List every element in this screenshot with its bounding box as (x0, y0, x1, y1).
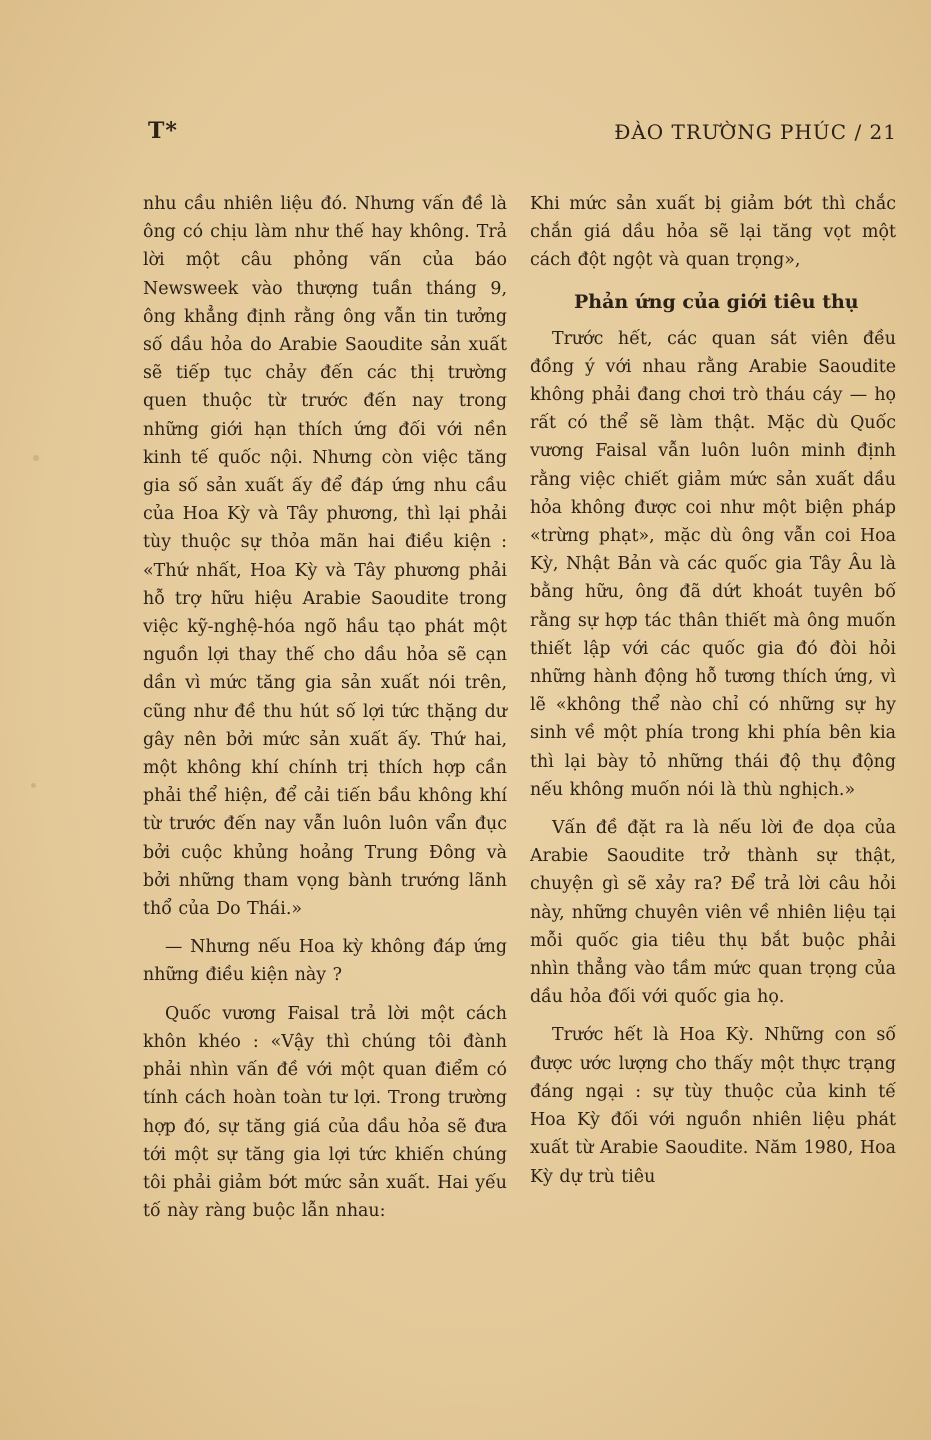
paper-spot (33, 455, 39, 461)
paper-spot (31, 783, 36, 788)
paragraph: nhu cầu nhiên liệu đó. Nhưng vấn đề là ông có chịu làm như thế hay không. Trả lời một câu phỏng vấn của báo Newsweek vào thượng tuần tháng 9, ông khẳng định rằng ông vẫn tin tưởng số dầu hỏa do Arabie Saoudite sản xuất sẽ tiếp tục chảy đến các thị trường quen thuộc từ trước đến nay trong những giới hạn thích ứng đối với nền kinh tế quốc nội. Nhưng còn việc tăng gia số sản xuất ấy để đáp ứng nhu cầu của Hoa Kỳ và Tây phương, thì lại phải tùy thuộc sự thỏa mãn hai điều kiện : «Thứ nhất, Hoa Kỳ và Tây phương phải hỗ trợ hữu hiệu Arabie Saoudite trong việc kỹ-nghệ-hóa ngõ hầu tạo phát một nguồn lợi thay thế cho dầu hỏa sẽ cạn dần vì mức tăng gia sản xuất nói trên, cũng như đề thu hút số lợi tức thặng dư gây nên bởi mức sản xuất ấy. Thứ hai, một không khí chính trị thích hợp cần phải thể hiện, để cải tiến bầu không khí từ trước đến nay vẫn luôn luôn vẩn đục bởi cuộc khủng hoảng Trung Đông và bởi những tham vọng bành trướng lãnh thổ của Do Thái.» (143, 194, 507, 920)
left-column (143, 190, 507, 1235)
paragraph: Trước hết là Hoa Kỳ. Những con số được ước lượng cho thấy một thực trạng đáng ngại : sự tùy thuộc của kinh tế Hoa Kỳ đối với nguồn nhiên liệu phát xuất từ Arabie Saoudite. Năm 1980, Hoa Kỳ dự trù tiêu (530, 1025, 896, 1187)
paragraph: Khi mức sản xuất bị giảm bớt thì chắc chắn giá dầu hỏa sẽ lại tăng vọt một cách đột ngột và quan trọng», (530, 194, 896, 271)
paragraph: — Nhưng nếu Hoa kỳ không đáp ứng những điều kiện này ? (143, 937, 507, 986)
header-mark: T* (148, 118, 178, 144)
right-column (530, 190, 896, 1201)
page-header (0, 118, 931, 152)
section-heading: Phản ứng của giới tiêu thụ (574, 290, 859, 313)
paragraph: Quốc vương Faisal trả lời một cách khôn khéo : «Vậy thì chúng tôi đành phải nhìn vấn đề với một quan điểm có tính cách hoàn toàn tư lợi. Trong trường hợp đó, sự tăng giá của dầu hỏa sẽ đưa tới một sự tăng gia lợi tức khiến chúng tôi phải giảm bớt mức sản xuất. Hai yếu tố này ràng buộc lẫn nhau: (143, 1003, 507, 1222)
paragraph: Trước hết, các quan sát viên đều đồng ý với nhau rằng Arabie Saoudite không phải đang chơi trò tháu cáy — họ rất có thể sẽ làm thật. Mặc dù Quốc vương Faisal vẫn luôn luôn minh định rằng việc chiết giảm mức sản xuất dầu hỏa không được coi như một biện pháp «trừng phạt», mặc dù ông vẫn coi Hoa Kỳ, Nhật Bản và các quốc gia Tây Âu là bằng hữu, ông đã dứt khoát tuyên bố rằng sự hợp tác thân thiết mà ông muốn thiết lập với các quốc gia đó đòi hỏi những hành động hỗ tương thích ứng, vì lẽ «không thể nào chỉ có những sự hy sinh về một phía trong khi phía bên kia thì lại bày tỏ những thái độ thụ động nếu không muốn nói là thù nghịch.» (530, 328, 896, 800)
running-title-page-number: ĐÀO TRƯỜNG PHÚC / 21 (614, 120, 897, 144)
paragraph: Vấn đề đặt ra là nếu lời đe dọa của Arabie Saoudite trở thành sự thật, chuyện gì sẽ xảy ra? Để trả lời câu hỏi này, những chuyên viên về nhiên liệu tại mỗi quốc gia tiêu thụ bắt buộc phải nhìn thẳng vào tầm mức quan trọng của dầu hỏa đối với quốc gia họ. (530, 818, 896, 1008)
